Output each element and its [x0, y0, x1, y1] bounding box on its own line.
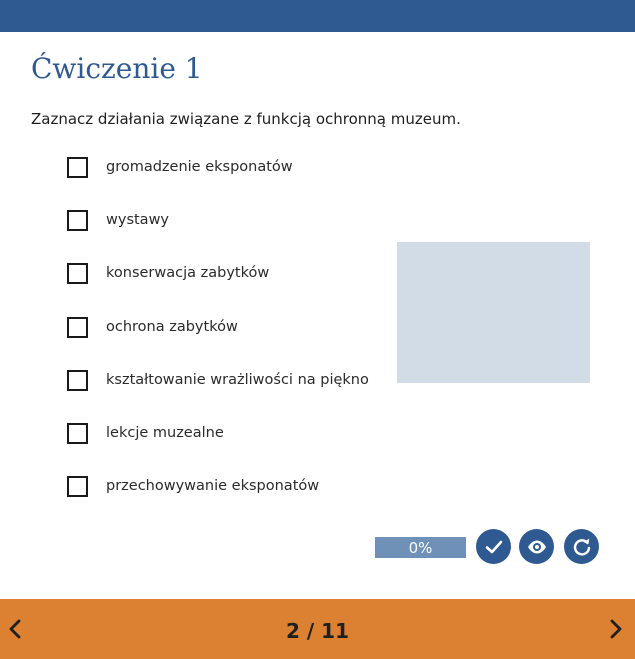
option-label[interactable]: lekcje muzealne	[106, 424, 224, 441]
option-item[interactable]	[67, 317, 369, 370]
option-item[interactable]	[67, 423, 369, 476]
image-placeholder	[397, 242, 590, 383]
reset-icon	[571, 536, 593, 558]
option-label[interactable]: przechowywanie eksponatów	[106, 478, 320, 495]
page-indicator: 2 / 11	[286, 619, 349, 643]
progress-text: 0%	[408, 538, 433, 557]
top-bar	[0, 0, 635, 32]
option-label[interactable]: konserwacja zabytków	[106, 265, 270, 282]
option-item[interactable]	[67, 476, 369, 529]
option-checkbox[interactable]	[67, 210, 88, 231]
option-label[interactable]: wystawy	[106, 212, 170, 229]
check-answer-button[interactable]	[476, 529, 511, 564]
option-checkbox[interactable]	[67, 476, 88, 497]
exercise-title: Ćwiczenie 1	[31, 52, 203, 85]
option-item[interactable]	[67, 263, 369, 316]
option-item[interactable]	[67, 157, 369, 210]
progress-bar	[375, 537, 466, 558]
option-label[interactable]: ochrona zabytków	[106, 318, 238, 335]
exercise-question: Zaznacz działania związane z funkcją ochronną muzeum.	[31, 110, 461, 128]
option-checkbox[interactable]	[67, 317, 88, 338]
option-checkbox[interactable]	[67, 423, 88, 444]
option-item[interactable]	[67, 370, 369, 423]
option-checkbox[interactable]	[67, 370, 88, 391]
reset-button[interactable]	[564, 529, 599, 564]
chevron-right-icon	[609, 619, 623, 639]
option-checkbox[interactable]	[67, 157, 88, 178]
option-item[interactable]	[67, 210, 369, 263]
option-label[interactable]: gromadzenie eksponatów	[106, 159, 293, 175]
eye-icon	[526, 536, 548, 558]
show-answer-button[interactable]	[519, 529, 554, 564]
option-label[interactable]: kształtowanie wrażliwości na piękno	[106, 371, 369, 388]
options-list	[67, 157, 369, 529]
check-icon	[484, 537, 504, 557]
next-page-button[interactable]	[604, 617, 628, 641]
option-checkbox[interactable]	[67, 263, 88, 284]
bottom-nav-bar	[0, 599, 635, 659]
